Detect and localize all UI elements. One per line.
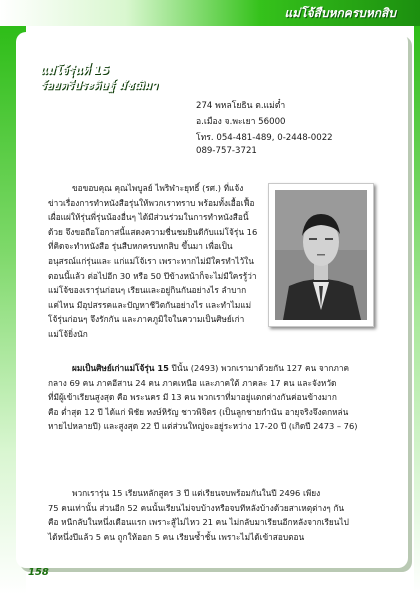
text-line: ได้หนึ่งปีแล้ว 5 คน ถูกให้ออก 5 คน เรียนซ้ำชั้น เพราะไม่ได้เข้าสอบตอน [48,531,305,542]
page-number: 158 [28,567,49,578]
author-name: ร้อยตรีประดิษฐ์ มัชฌิมา [40,78,158,92]
section-title: แม่โจ้รุ่นที่ 15 [40,63,110,77]
paragraph-3 [48,486,378,544]
text-line: กลาง 69 คน ภาคอีสาน 24 คน ภาคเหนือ และภาคใต้ ภาคละ 17 คน และจังหวัด [48,377,337,388]
text-line: หายไปหลายปี) และสูงสุด 22 ปี แต่ส่วนใหญ่จะอยู่ระหว่าง 17-20 ปี (เกิดปี 2473 – 76) [48,421,358,432]
text-line: 75 คนเท่านั้น ส่วนอีก 52 คนนั้นเรียนไม่จบบ้างหรือจบทีหลังบ้างด้วยสาเหตุต่างๆ กัน [48,502,345,513]
text-line: อนุสรณ์แก่รุ่นและ แก่แม่โจ้เรา เพราะหากไม่มีใครทำไว้ใน [48,255,254,266]
text-line: ที่มีผู้เข้าเรียนสูงสุด คือ พระนคร มี 13 คน พวกเราที่มาอยู่แตกต่างกันค่อนข้างมาก [48,392,337,403]
text-line: แค่ไหน มีอุปสรรคและปัญหาชีวิตกันอย่างไร และทำไมแม่ [48,299,252,310]
portrait-illustration [275,190,367,320]
paragraph-2-lead-rest: ปีนั้น (2493) พวกเรามาด้วยกัน 127 คน จากภาค [168,363,350,373]
paragraph-2-lead: ผมเป็นศิษย์เก่าแม่โจ้รุ่น 15 [72,363,169,373]
paragraph-2 [48,361,378,434]
text-line: ที่คิดจะทำหนังสือ รุ่นสืบหกครบหกสิบ ขึ้นมา เพื่อเป็น [48,241,233,252]
text-line: โจ้รุ่นก่อนๆ จึงรักกัน และภาคภูมิใจในความเป็นศิษย์เก่า [48,314,245,325]
text-line: เผื่อแผ่ให้รุ่นพี่รุ่นน้องอื่นๆ ได้มีส่วนร่วมในการทำหนังสือนี้ [48,212,249,223]
author-photo [275,190,367,320]
text-line: ตอนนี้แล้ว ต่อไปอีก 30 หรือ 50 ปีข้างหน้าก็จะไม่มีใครรู้ว่า [48,270,257,281]
right-decorative-band [414,26,420,594]
text-line: คือ หนีกลับในหนึ่งเดือนแรก เพราะสู้ไม่ไหว 21 คน ไม่กลับมาเรียนอีกหลังจากเรียนไป [48,517,349,528]
text-line: พวกเรารุ่น 15 เรียนหลักสูตร 3 ปี แต่เรียนจบพร้อมกันในปี 2496 เพียง [72,488,321,498]
running-header: แม่โจ้สืบหกครบหกสิบ [284,6,396,20]
text-line: แม่โจ้ยิ่งนัก [48,328,88,339]
mobile-number: 089-757-3721 [196,146,257,156]
text-line: ขอขอบคุณ คุณไพบูลย์ ไพริฬาะยุทธิ์ (รศ.) ที่แจ้ง [72,183,244,193]
text-line: แม่โจ้ของเรารุ่นก่อนๆ เรียนและอยู่กินกันอย่างไร ลำบาก [48,285,247,296]
text-line: คือ ต่ำสุด 12 ปี ได้แก่ พิชัย หงษ์หิรัญ ชาวพิจิตร (เป็นลูกชายกำนัน อายุจริงจึงตกหล่น [48,406,349,417]
author-photo-frame [268,183,374,327]
header-bar [0,0,420,26]
text-line: ด้วย จึงขอถือโอกาสนี้แสดงความชื่นชมยินดีกับแม่โจ้รุ่น 16 [48,226,258,237]
phone-number: โทร. 054-481-489, 0-2448-0022 [196,133,333,143]
text-line [48,361,378,376]
address-line-2: อ.เมือง จ.พะเยา 56000 [196,117,286,127]
paragraph-1 [48,181,270,342]
address-line-1: 274 พหลโยธิน ต.แม่ต๋ำ [196,101,286,111]
text-line: ข่าวเรื่องการทำหนังสือรุ่นให้พวกเราทราบ พร้อมทั้งเอื้อเฟื้อ [48,197,255,208]
